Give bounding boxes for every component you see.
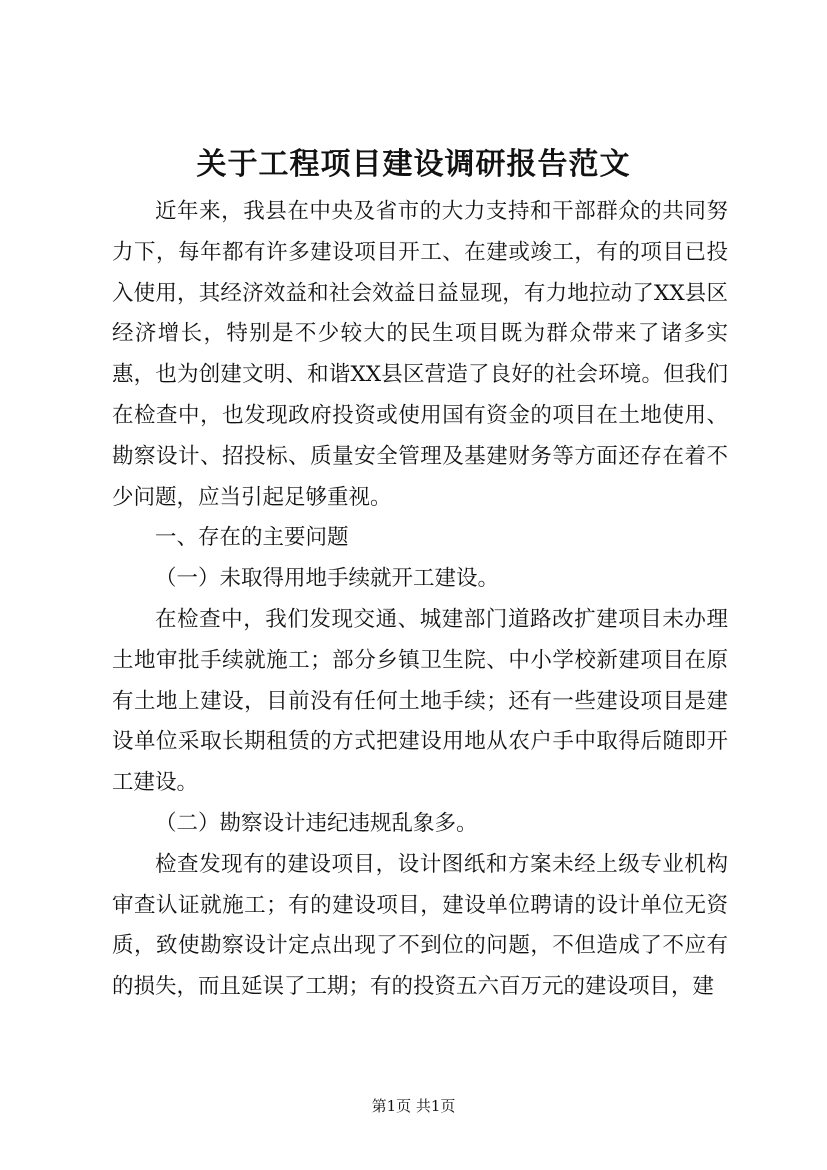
document-body — [112, 192, 728, 1008]
land-use-paragraph: 在检查中，我们发现交通、城建部门道路改扩建项目未办理土地审批手续就施工；部分乡镇卫生院、中小学校新建项目在原有土地上建设，目前没有任何土地手续；还有一些建设项目是建设单位采取长期租赁的方式把建设用地从农户手中取得后随即开工建设。 — [112, 606, 728, 796]
intro-paragraph: 近年来，我县在中央及省市的大力支持和干部群众的共同努力下，每年都有许多建设项目开工、在建或竣工，有的项目已投入使用，其经济效益和社会效益日益显现，有力地拉动了XX县区经济增长，特别是不少较大的民生项目既为群众带来了诸多实惠，也为创建文明、和谐XX县区营造了良好的社会环境。但我们在检查中，也发现政府投资或使用国有资金的项目在土地使用、勘察设计、招投标、质量安全管理及基建财务等方面还存在着不少问题，应当引起足够重视。 — [112, 199, 728, 510]
subsection-heading-survey-design: （二）勘察设计违纪违规乱象多。 — [155, 810, 478, 836]
page-number-footer: 第1页 共1页 — [371, 1097, 456, 1115]
document-title: 关于工程项目建设调研报告范文 — [196, 147, 631, 182]
section-heading-main-problems: 一、存在的主要问题 — [155, 525, 349, 551]
survey-design-paragraph: 检查发现有的建设项目，设计图纸和方案未经上级专业机构审查认证就施工；有的建设项目，建设单位聘请的设计单位无资质，致使勘察设计定点出现了不到位的问题，不但造成了不应有的损失，而且延误了工期；有的投资五六百万元的建设项目，建 — [112, 851, 728, 1000]
subsection-heading-land-use: （一）未取得用地手续就开工建设。 — [155, 566, 500, 592]
